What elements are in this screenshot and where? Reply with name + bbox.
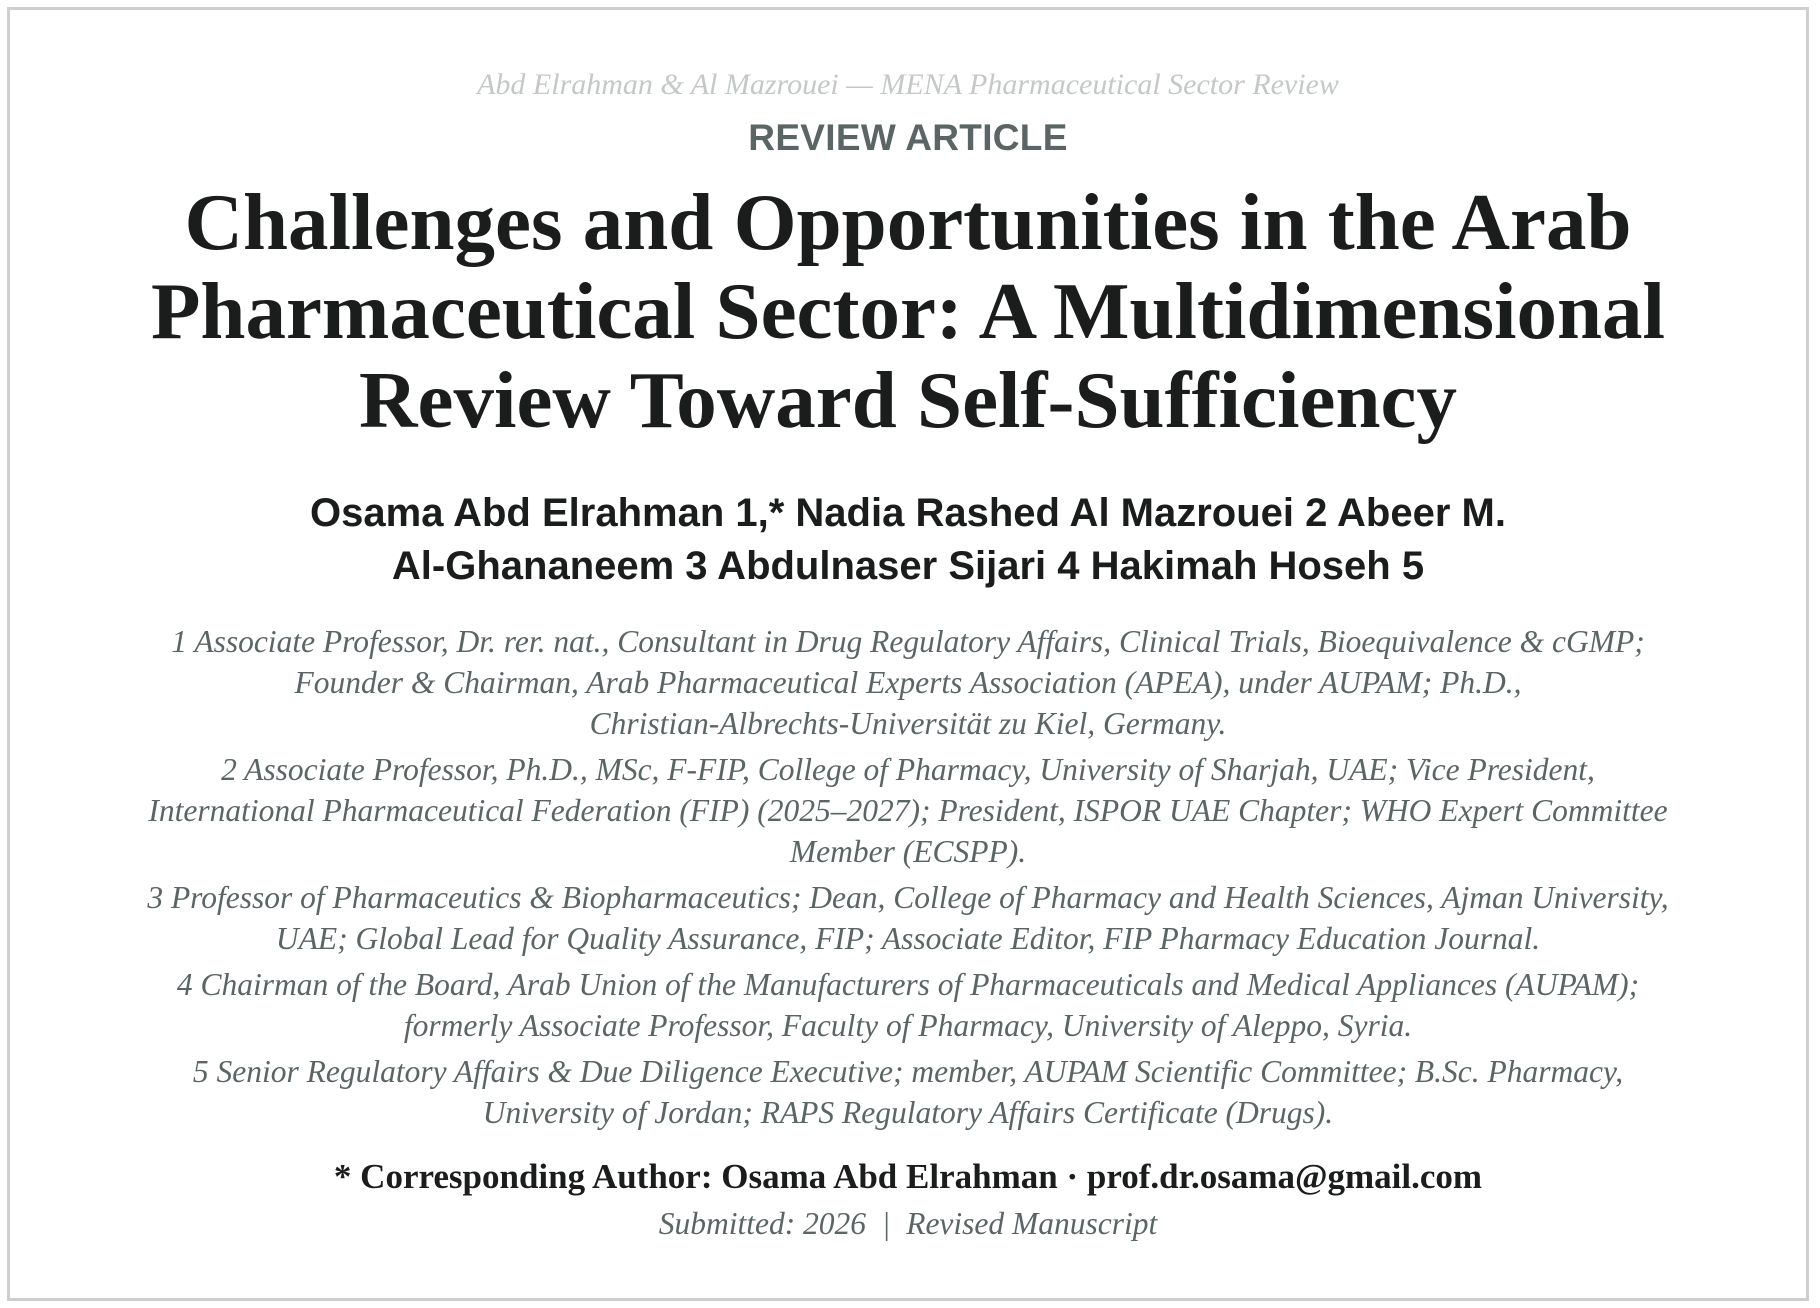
affiliation-5 <box>105 1051 1711 1133</box>
affiliation-line: formerly Associate Professor, Faculty of Pharmacy, University of Aleppo, Syria. <box>403 1008 1413 1043</box>
affiliation-2 <box>105 749 1711 872</box>
affiliation-line: 1 Associate Professor, Dr. rer. nat., Consultant in Drug Regulatory Affairs, Clinical Trials, Bioequivalence & cGMP; <box>171 624 1645 659</box>
paper-title <box>128 178 1688 445</box>
affiliation-line: Founder & Chairman, Arab Pharmaceutical Experts Association (APEA), under AUPAM; Ph.D., <box>294 665 1522 700</box>
affiliation-line: University of Jordan; RAPS Regulatory Affairs Certificate (Drugs). <box>482 1095 1334 1130</box>
affiliation-line: Member (ECSPP). <box>789 834 1027 869</box>
title-line: Review Toward Self-Sufficiency <box>359 355 1457 445</box>
author-list <box>105 487 1711 593</box>
affiliation-line: UAE; Global Lead for Quality Assurance, FIP; Associate Editor, FIP Pharmacy Education Journal. <box>275 921 1541 956</box>
affiliation-line: 4 Chairman of the Board, Arab Union of the Manufacturers of Pharmaceuticals and Medical Appliances (AUPAM); <box>176 967 1640 1002</box>
affiliation-3 <box>105 877 1711 959</box>
affiliation-1 <box>105 621 1711 744</box>
title-line: Challenges and Opportunities in the Arab <box>184 177 1632 267</box>
affiliation-line: Christian-Albrechts-Universität zu Kiel, Germany. <box>589 706 1227 741</box>
affiliation-4 <box>105 964 1711 1046</box>
title-line: Pharmaceutical Sector: A Multidimensional <box>150 266 1666 356</box>
affiliation-line: 2 Associate Professor, Ph.D., MSc, F-FIP, College of Pharmacy, University of Sharjah, UAE; Vice President, <box>221 752 1595 787</box>
author-line: Osama Abd Elrahman 1,* Nadia Rashed Al Mazrouei 2 Abeer M. <box>310 491 1506 535</box>
author-line: Al-Ghananeem 3 Abdulnaser Sijari 4 Hakimah Hoseh 5 <box>391 544 1425 588</box>
running-header: Abd Elrahman & Al Mazrouei — MENA Pharmaceutical Sector Review <box>477 68 1339 101</box>
submission-status: Submitted: 2026 | Revised Manuscript <box>658 1206 1158 1241</box>
page-frame <box>7 7 1809 1301</box>
affiliation-line: 3 Professor of Pharmaceutics & Biopharmaceutics; Dean, College of Pharmacy and Health Sciences, Ajman University, <box>147 880 1669 915</box>
title-page <box>105 64 1711 1245</box>
affiliation-line: International Pharmaceutical Federation (FIP) (2025–2027); President, ISPOR UAE Chapter; WHO Expert Committee <box>148 793 1668 828</box>
article-type-label: REVIEW ARTICLE <box>748 117 1068 158</box>
affiliations <box>105 621 1711 1133</box>
corresponding-author: * Corresponding Author: Osama Abd Elrahman · prof.dr.osama@gmail.com <box>333 1157 1483 1196</box>
affiliation-line: 5 Senior Regulatory Affairs & Due Diligence Executive; member, AUPAM Scientific Committee; B.Sc. Pharmacy, <box>192 1054 1624 1089</box>
